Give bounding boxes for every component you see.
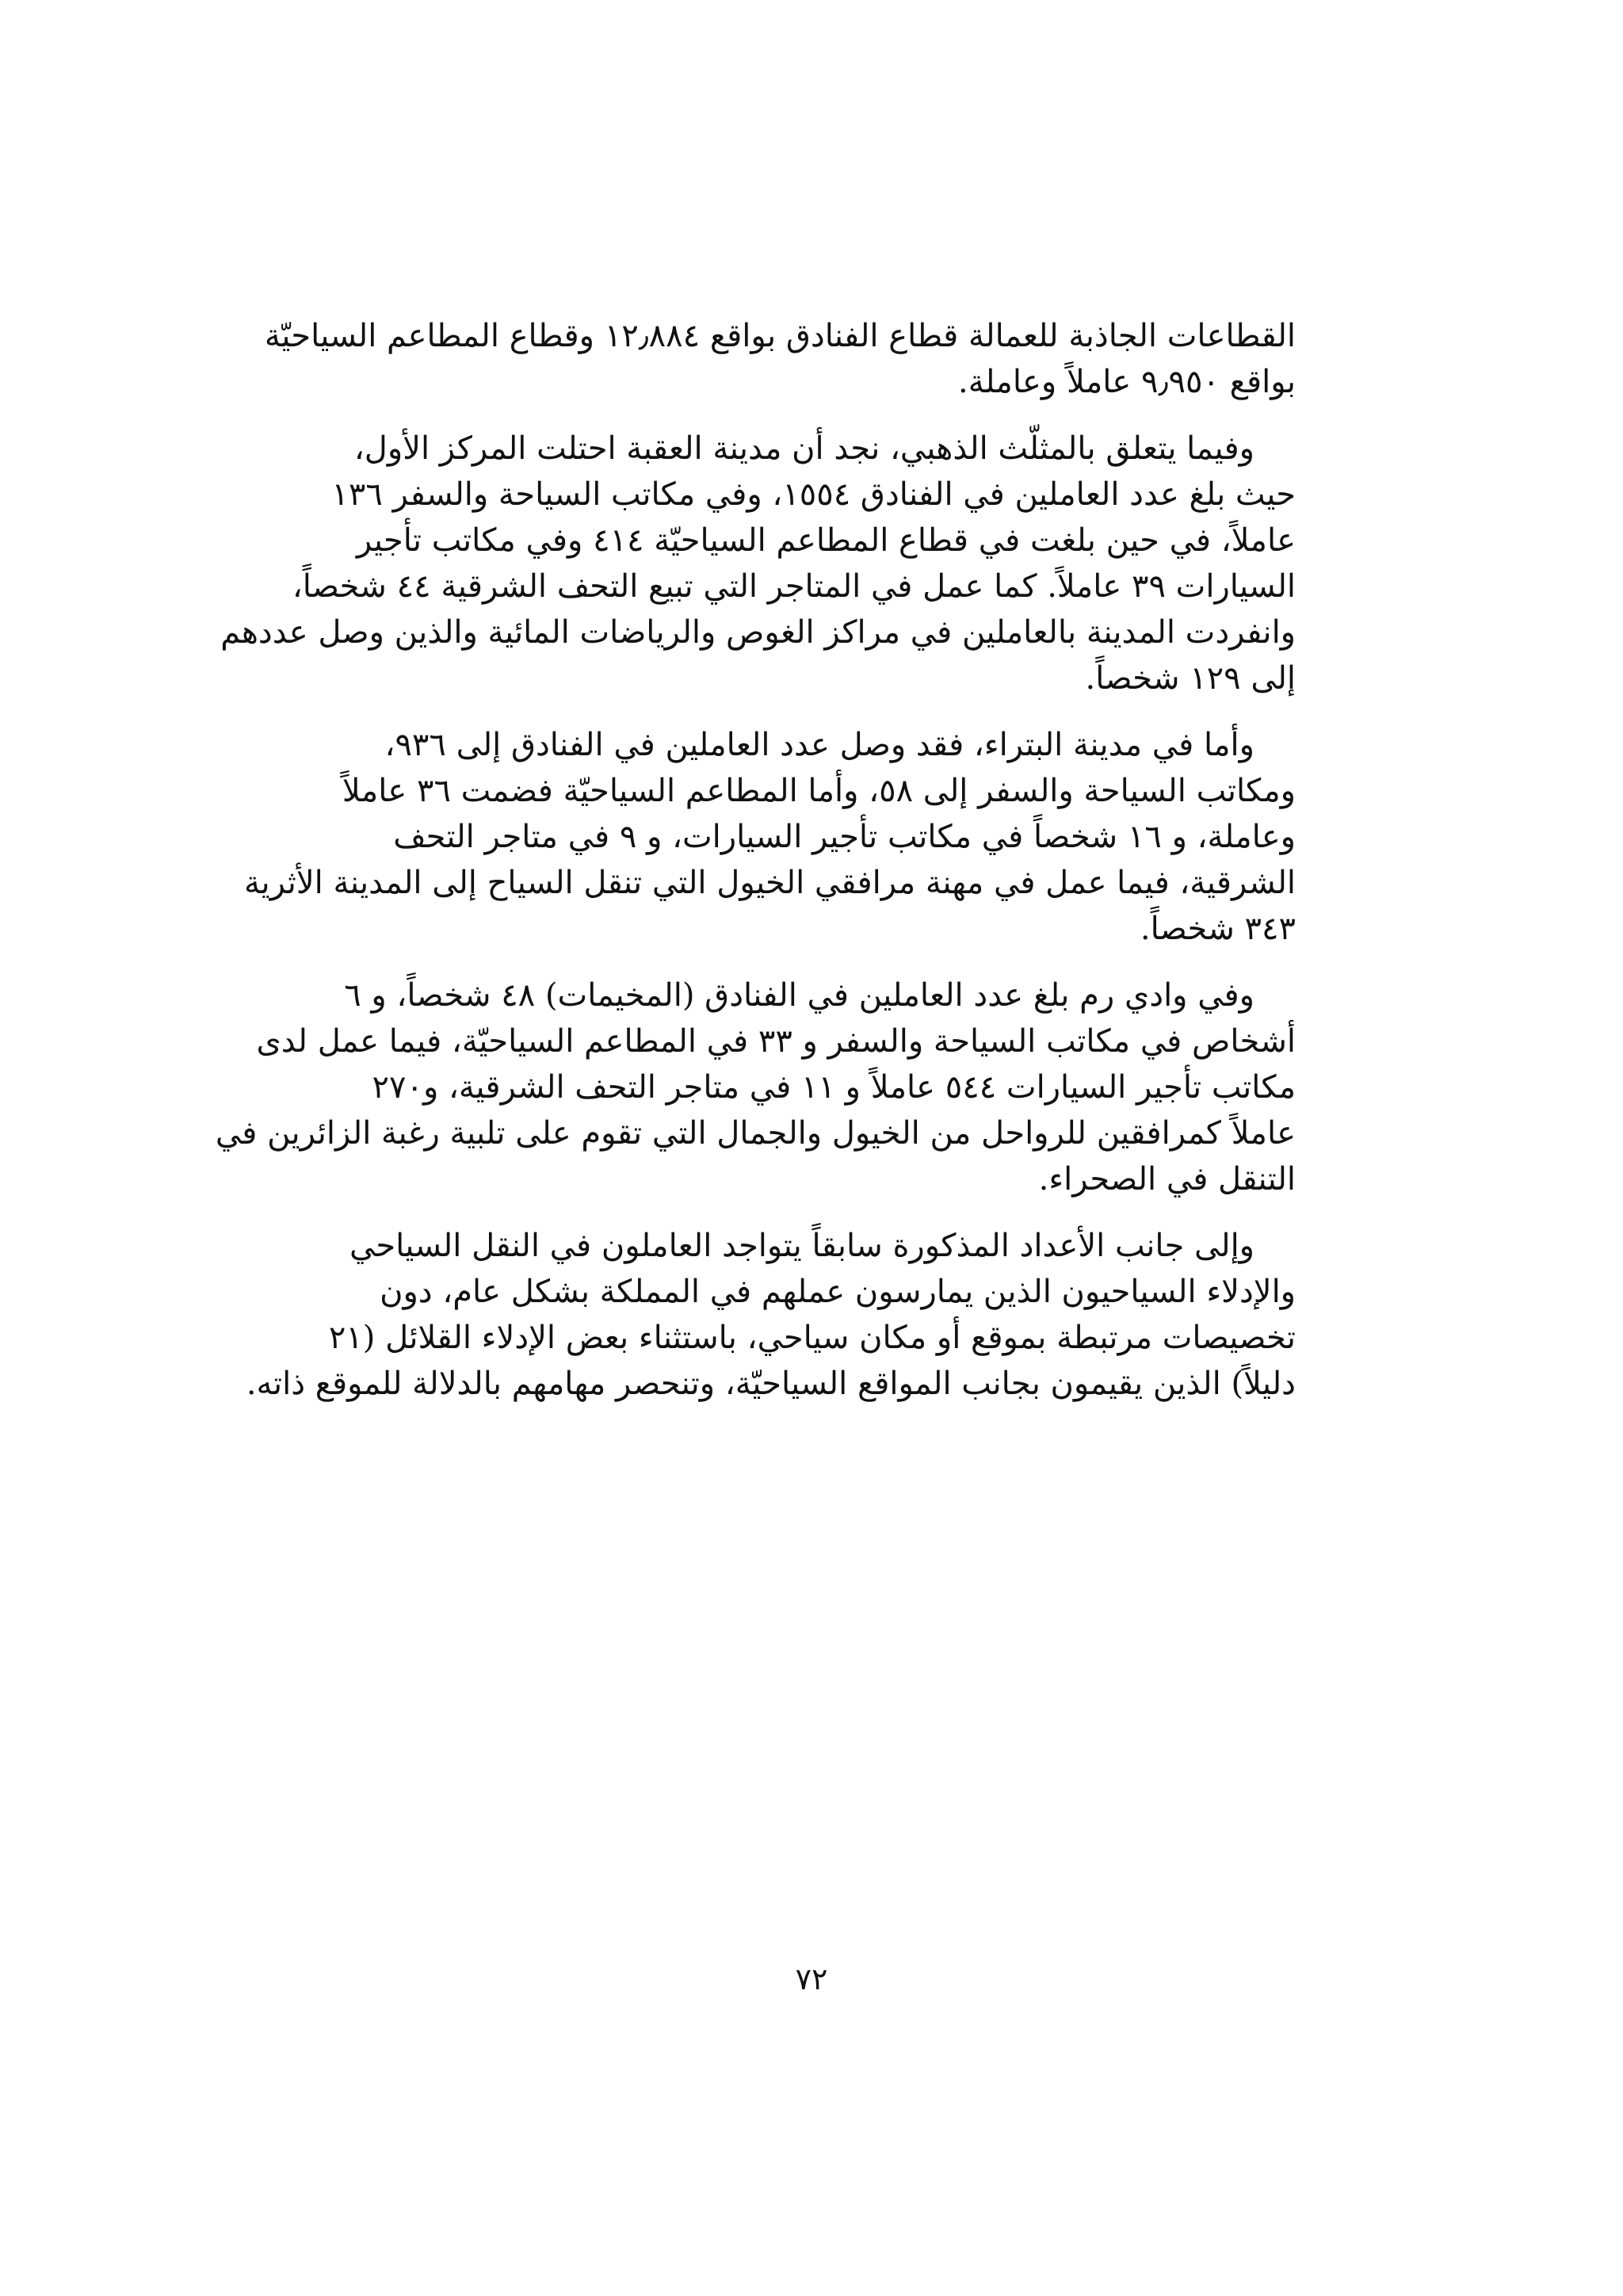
text-line: وعاملة، و ١٦ شخصاً في مكاتب تأجير السيارات، و ٩ في متاجر التحف — [393, 819, 1296, 855]
paragraph-petra — [244, 722, 1296, 952]
text-line: القطاعات الجاذبة للعمالة قطاع الفنادق بواقع ١٢٫٨٨٤ وقطاع المطاعم السياحيّة — [264, 318, 1296, 354]
text-line: تخصيصات مرتبطة بموقع أو مكان سياحي، باستثناء بعض الإدلاء القلائل (٢١ — [328, 1320, 1296, 1356]
text-line: حيث بلغ عدد العاملين في الفنادق ١٥٥٤، وفي مكاتب السياحة والسفر ١٣٦ — [331, 476, 1296, 513]
text-line: وانفردت المدينة بالعاملين في مراكز الغوص والرياضات المائية والذين وصل عددهم — [220, 614, 1296, 651]
text-line: التنقل في الصحراء. — [1038, 1161, 1296, 1198]
text-line: والإدلاء السياحيون الذين يمارسون عملهم في المملكة بشكل عام، دون — [380, 1274, 1296, 1310]
paragraph-guides — [246, 1223, 1296, 1407]
paragraph-wadi-rum — [215, 972, 1296, 1202]
text-line: السيارات ٣٩ عاملاً. كما عمل في المتاجر التي تبيع التحف الشرقية ٤٤ شخصاً، — [292, 568, 1296, 605]
text-line: أشخاص في مكاتب السياحة والسفر و ٣٣ في المطاعم السياحيّة، فيما عمل لدى — [256, 1023, 1296, 1060]
text-line: عاملاً، في حين بلغت في قطاع المطاعم السياحيّة ٤١٤ وفي مكاتب تأجير — [356, 522, 1296, 559]
text-line: وأما في مدينة البتراء، فقد وصل عدد العاملين في الفنادق إلى ٩٣٦، — [384, 727, 1254, 763]
text-line: مكاتب تأجير السيارات ٥٤٤ عاملاً و ١١ في متاجر التحف الشرقية، و٢٧٠ — [372, 1069, 1296, 1106]
text-line: إلى ١٢٩ شخصاً. — [1085, 660, 1296, 697]
text-line: دليلاً) الذين يقيمون بجانب المواقع السياحيّة، وتنحصر مهامهم بالدلالة للموقع ذاته. — [246, 1366, 1296, 1402]
text-line: عاملاً كمرافقين للرواحل من الخيول والجمال التي تقوم على تلبية رغبة الزائرين في — [215, 1115, 1296, 1152]
text-line: بواقع ٩٫٩٥٠ عاملاً وعاملة. — [958, 364, 1296, 400]
page-number: ٧٢ — [795, 1962, 828, 1996]
text-line: وإلى جانب الأعداد المذكورة سابقاً يتواجد العاملون في النقل السياحي — [349, 1228, 1254, 1264]
paragraph-aqaba — [220, 426, 1296, 701]
text-line: ٣٤٣ شخصاً. — [1140, 911, 1296, 947]
page-body — [215, 313, 1296, 1427]
text-line: وفيما يتعلق بالمثلّث الذهبي، نجد أن مدينة العقبة احتلت المركز الأول، — [353, 430, 1254, 467]
text-line: وفي وادي رم بلغ عدد العاملين في الفنادق (المخيمات) ٤٨ شخصاً، و ٦ — [344, 977, 1254, 1014]
paragraph-1 — [264, 313, 1296, 405]
text-line: الشرقية، فيما عمل في مهنة مرافقي الخيول التي تنقل السياح إلى المدينة الأثرية — [244, 865, 1296, 901]
text-line: ومكاتب السياحة والسفر إلى ٥٨، وأما المطاعم السياحيّة فضمت ٣٦ عاملاً — [342, 773, 1296, 809]
